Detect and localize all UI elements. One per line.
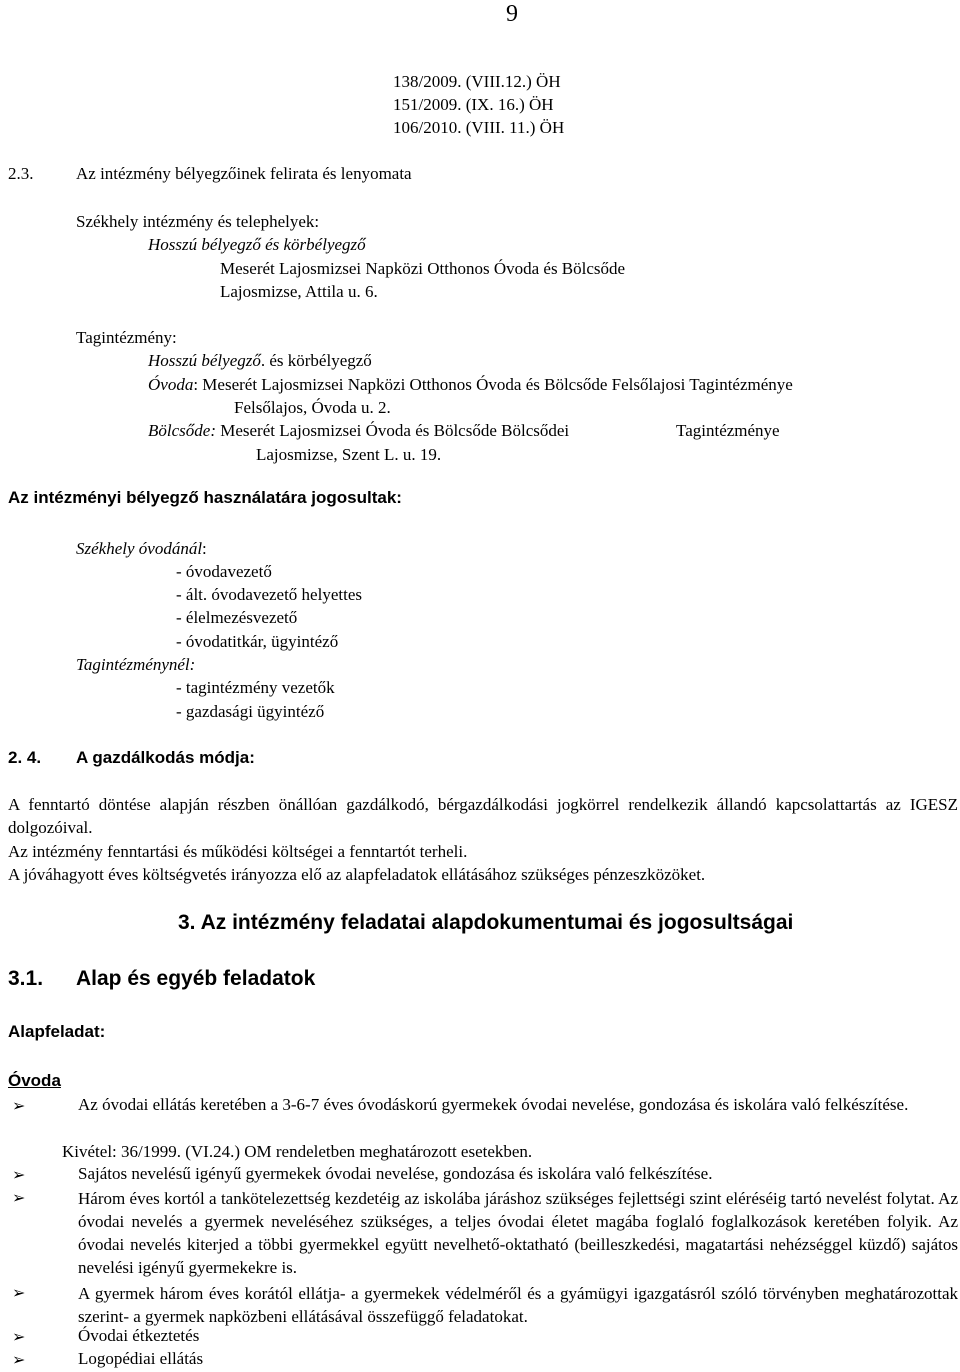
bullet-item-5: Óvodai étkeztetés [78,1326,200,1345]
seat-name: Meserét Lajosmizsei Napközi Otthonos Óvoda és Bölcsőde [220,259,626,278]
seat-user-item: - élelmezésvezető [176,608,298,627]
section-3-1-number: 3.1. [8,967,44,990]
branch-bolcsode-line [148,421,569,441]
bolcsode-text-2: Tagintézménye [676,421,780,440]
seat-user-item: - óvodavezető [176,562,272,581]
bolcsode-address: Lajosmizse, Szent L. u. 19. [256,445,442,464]
reference-1: 138/2009. (VIII.12.) ÖH [393,72,561,91]
section-2-4-number: 2. 4. [8,748,42,767]
bullet-item-4: A gyermek három éves korától ellátja- a gyermekek védelméről és a gyámügyi igazgatásról szóló törvényben meghatározottak szerint- a gyermek napközbeni ellátásával összefüggő feladatokat. [78,1284,958,1326]
arrow-bullet-icon: ➢ [12,1327,26,1346]
seat-heading: Székhely intézmény és telephelyek: [76,212,320,231]
reference-2: 151/2009. (IX. 16.) ÖH [393,95,554,114]
section-2-3-title: Az intézmény bélyegzőinek felirata és lenyomata [76,164,412,183]
ovoda-address: Felsőlajos, Óvoda u. 2. [234,398,391,417]
ovoda-text: : Meserét Lajosmizsei Napközi Otthonos Óvoda és Bölcsőde Felsőlajosi Tagintézménye [193,375,793,394]
section-2-4-paragraph-3: A jóváhagyott éves költségvetés irányozza elő az alapfeladatok ellátásához szükséges pénzeszközöket. [8,865,706,884]
branch-stamp-type [148,351,372,371]
ovoda-label: Óvoda [148,375,194,394]
arrow-bullet-icon: ➢ [12,1096,26,1115]
branch-stamp-rest: . és körbélyegző [260,351,372,370]
branch-user-item: - gazdasági ügyintéző [176,702,325,721]
section-2-4-title: A gazdálkodás módja: [76,748,255,767]
bullet-item-2: Sajátos nevelésű igényű gyermekek óvodai nevelése, gondozása és iskolára való felkészítése. [78,1164,713,1183]
stamp-users-heading: Az intézményi bélyegző használatára jogosultak: [8,488,402,507]
exception-note: Kivétel: 36/1999. (VI.24.) OM rendeletben meghatározott esetekben. [62,1142,533,1161]
reference-3: 106/2010. (VIII. 11.) ÖH [393,118,565,137]
bolcsode-label: Bölcsőde: [148,421,216,440]
seat-user-item: - ált. óvodavezető helyettes [176,585,362,604]
section-2-3-number: 2.3. [8,164,34,183]
section-2-4-paragraph-2: Az intézmény fenntartási és működési költségei a fenntartót terheli. [8,842,468,861]
branch-stamp-italic: Hosszú bélyegző [148,351,261,370]
bullet-item-6: Logopédiai ellátás [78,1349,204,1368]
bolcsode-text: Meserét Lajosmizsei Óvoda és Bölcsőde Bölcsődei [215,421,570,440]
alapfeladat-heading: Alapfeladat: [8,1022,106,1041]
branch-users-label: Tagintézménynél: [76,655,196,674]
arrow-bullet-icon: ➢ [12,1165,26,1184]
seat-users-label-line [76,539,207,559]
bullet-item-3: Három éves kortól a tankötelezettség kezdetéig az iskolába járáshoz szükséges fejlettségi szint eléréséig tartó nevelést folytat. Az óvodai nevelés a gyermek neveléséhez szükséges, a teljes óvodai életet magába foglaló foglalkozások keretében folyik. Az óvodai nevelés kiterjed a többi gyermekkel együtt nevelhető-oktatható (beilleszkedési, magatartási nehézséggel küzdő) sajátos nevelési igényű gyermekekre is. [78,1189,958,1277]
branch-heading: Tagintézmény: [76,328,177,347]
section-3-title: 3. Az intézmény feladatai alapdokumentumai és jogosultságai [178,911,794,934]
section-2-4-paragraph-1: A fenntartó döntése alapján részben önállóan gazdálkodó, bérgazdálkodási jogkörrel rendelkezik állandó kapcsolattartás az IGESZ dolgozóival. [8,795,958,837]
seat-stamp-type: Hosszú bélyegző és körbélyegző [148,235,366,254]
arrow-bullet-icon: ➢ [12,1188,26,1207]
page-number: 9 [506,1,518,27]
seat-address: Lajosmizse, Attila u. 6. [220,282,378,301]
seat-user-item: - óvodatitkár, ügyintéző [176,632,339,651]
seat-users-colon: : [202,539,207,558]
ovoda-heading: Óvoda [8,1071,61,1090]
section-3-1-title: Alap és egyéb feladatok [76,967,316,990]
bullet-item-1: Az óvodai ellátás keretében a 3-6-7 éves óvodáskorú gyermekek óvodai nevelése, gondozása és iskolára való felkészítése. [78,1095,909,1114]
branch-ovoda-line [148,375,793,395]
arrow-bullet-icon: ➢ [12,1350,26,1369]
arrow-bullet-icon: ➢ [12,1283,26,1302]
branch-user-item: - tagintézmény vezetők [176,678,335,697]
seat-users-label: Székhely óvodánál [76,539,203,558]
